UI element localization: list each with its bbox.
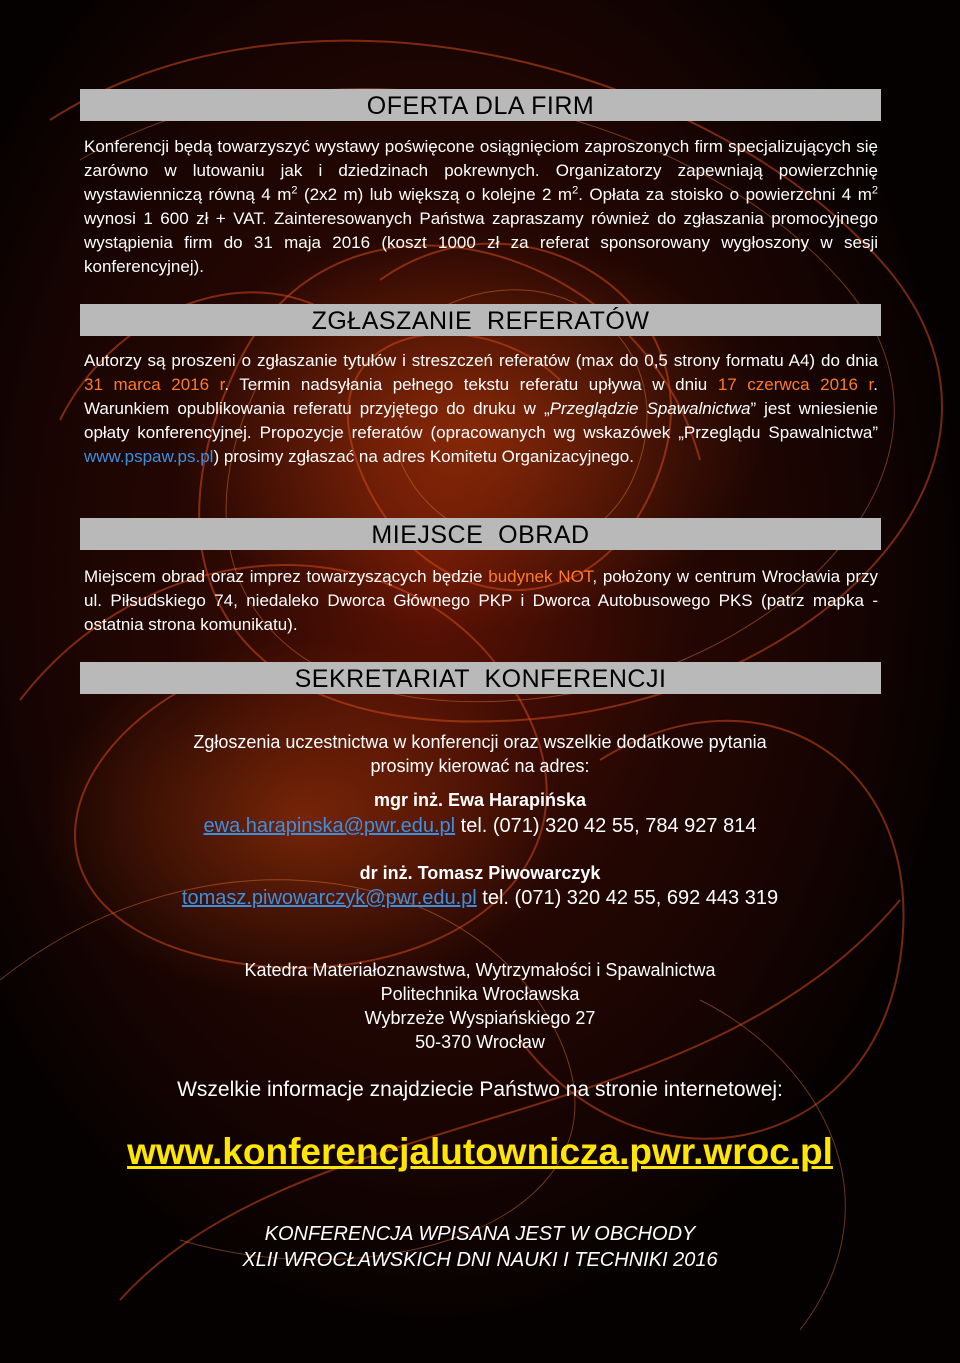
- superscript: 2: [871, 184, 878, 197]
- firms-paragraph: [84, 135, 878, 279]
- contact2-name: dr inż. Tomasz Piwowarczyk: [359, 863, 601, 883]
- conference-website-link[interactable]: www.konferencjalutownicza.pwr.wroc.pl: [127, 1131, 833, 1172]
- footer-line: XLII WROCŁAWSKICH DNI NAUKI I TECHNIKI 2016: [242, 1249, 718, 1271]
- superscript: 2: [291, 184, 298, 197]
- intro-line: Zgłoszenia uczestnictwa w konferencji oraz wszelkie dodatkowe pytania: [193, 732, 767, 752]
- intro-line: prosimy kierować na adres:: [370, 756, 590, 776]
- contact1-name: mgr inż. Ewa Harapińska: [373, 790, 587, 810]
- papers-text: ) prosimy zgłaszać na adres Komitetu Organizacyjnego.: [213, 447, 634, 466]
- contact1-email-link[interactable]: ewa.harapinska@pwr.edu.pl: [203, 815, 456, 837]
- heading-bar-venue: [80, 518, 881, 550]
- papers-paragraph: [84, 349, 878, 469]
- contact2-line: [0, 887, 960, 910]
- address-line: Wybrzeże Wyspiańskiego 27: [364, 1008, 596, 1028]
- fulltext-deadline: 17 czerwca 2016 r: [717, 375, 874, 394]
- firms-text: wynosi 1 600 zł + VAT. Zainteresowanych Państwa zapraszamy również do zgłaszania promocyjnego wystąpienia firm do 31 maja 2016 (koszt 1000 zł za referat sponsorowany wygłoszony w sesji konferencyjnej).: [84, 209, 878, 276]
- section-heading: OFERTA DLA FIRM: [366, 92, 595, 120]
- info-text: Wszelkie informacje znajdziecie Państwo na stronie internetowej:: [177, 1078, 783, 1101]
- firms-text: Konferencji będą towarzyszyć wystawy poświęcone osiągnięciom zaproszonych firm specjalizujących się zarówno w lutowaniu jak i dziedzinach pokrewnych. Organizatorzy zapewniają powierzchnię wystawienniczą równą 4 m: [84, 137, 878, 204]
- contact1-phone: tel. (071) 320 42 55, 784 927 814: [455, 815, 757, 837]
- heading-bar-firms: [80, 89, 881, 121]
- heading-bar-secretariat: [80, 662, 881, 694]
- firms-text: . Opłata za stoisko o powierzchni 4 m: [578, 185, 872, 204]
- superscript: 2: [572, 184, 579, 197]
- address-line: 50-370 Wrocław: [415, 1032, 545, 1052]
- journal-url-link[interactable]: www.pspaw.ps.pl: [84, 447, 214, 466]
- journal-name: Przeglądzie Spawalnictwa: [549, 399, 751, 418]
- contact2-email-link[interactable]: tomasz.piwowarczyk@pwr.edu.pl: [181, 887, 477, 909]
- papers-text: ” jest wniesienie opłaty konferencyjnej. Propozycje referatów (opracowanych wg wskazówek „Przeglądu Spawalnictwa”: [84, 399, 878, 442]
- section-heading: SEKRETARIAT KONFERENCJI: [294, 665, 667, 693]
- address-line: Katedra Materiałoznawstwa, Wytrzymałości i Spawalnictwa: [244, 960, 716, 980]
- heading-bar-papers: [80, 304, 881, 336]
- footer-line: KONFERENCJA WPISANA JEST W OBCHODY: [264, 1223, 696, 1245]
- firms-text: (2x2 m) lub większą o kolejne 2 m: [297, 185, 573, 204]
- section-heading: ZGŁASZANIE REFERATÓW: [311, 307, 650, 335]
- secretariat-intro: [0, 730, 960, 778]
- section-heading: MIEJSCE OBRAD: [371, 521, 590, 549]
- institution-address: [0, 958, 960, 1054]
- footer-note: [0, 1221, 960, 1273]
- papers-text: Autorzy są proszeni o zgłaszanie tytułów i streszczeń referatów (max do 0,5 strony formatu A4) do dnia: [84, 351, 878, 370]
- papers-text: . Warunkiem opublikowania referatu przyjętego do druku w „: [84, 375, 879, 418]
- venue-text: , położony w centrum Wrocławia przy ul. Piłsudskiego 74, niedaleko Dworca Głównego PKP i Dworca Autobusowego PKS (patrz mapka - ostatnia strona komunikatu).: [84, 567, 878, 634]
- contact2-phone: tel. (071) 320 42 55, 692 443 319: [476, 887, 779, 909]
- papers-text: . Termin nadsyłania pełnego tekstu referatu upływa w dniu: [224, 375, 718, 394]
- venue-paragraph: [84, 565, 878, 637]
- address-line: Politechnika Wrocławska: [380, 984, 580, 1004]
- abstract-deadline: 31 marca 2016 r: [84, 375, 225, 394]
- venue-building: budynek NOT: [488, 567, 593, 586]
- venue-text: Miejscem obrad oraz imprez towarzyszących będzie: [84, 567, 489, 586]
- contact1-line: [0, 815, 960, 838]
